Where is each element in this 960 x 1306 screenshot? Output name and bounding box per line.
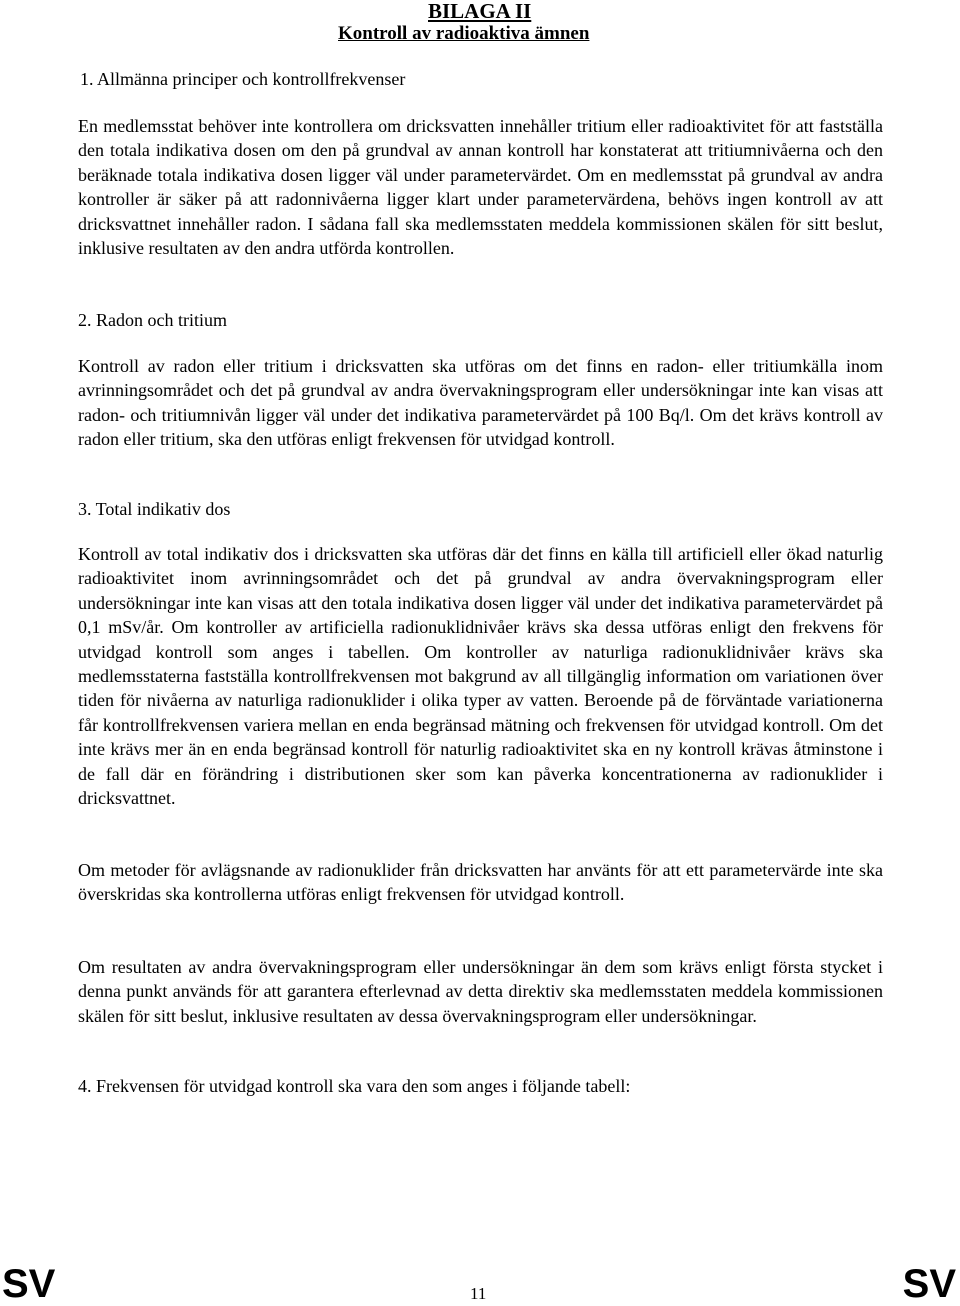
section-4-heading: 4. Frekvensen för utvidgad kontroll ska vara den som anges i följande tabell: <box>78 1076 631 1096</box>
section-2-paragraph: Kontroll av radon eller tritium i dricksvatten ska utföras om det finns en radon- eller tritiumkälla inom avrinningsområdet och det på grundval av andra övervakningsprogram eller undersökningar inte kan visas att radon- och tritiumnivån ligger väl under det indikativa parametervärdet på 100 Bq/l. Om det krävs kontroll av radon eller tritium, ska den utföras enligt frekvensen för utvidgad kontroll. <box>78 356 883 450</box>
section-1-heading: 1. Allmänna principer och kontrollfrekvenser <box>80 69 406 89</box>
annex-label: BILAGA II <box>428 0 532 23</box>
annex-title: Kontroll av radioaktiva ämnen <box>338 23 590 44</box>
footer-language-right: SV <box>902 1262 956 1306</box>
page-number: 11 <box>470 1284 487 1303</box>
section-3-heading: 3. Total indikativ dos <box>78 499 231 519</box>
section-2-heading: 2. Radon och tritium <box>78 310 227 330</box>
section-3-paragraph-3: Om resultaten av andra övervakningsprogram eller undersökningar än dem som krävs enligt första stycket i denna punkt används för att garantera efterlevnad av detta direktiv ska medlemsstaten meddela kommissionen skälen för sitt beslut, inklusive resultaten av dessa övervakningsprogram eller undersökningar. <box>78 957 883 1026</box>
section-1-paragraph: En medlemsstat behöver inte kontrollera om dricksvatten innehåller tritium eller radioaktivitet för att fastställa den totala indikativa dosen om den på grundval av annan kontroll har konstaterat att tritiumnivåerna och den beräknade totala indikativa dosen ligger väl under parametervärdet. Om en medlemsstat på grundval av andra kontroller är säker på att radonnivåerna ligger klart under parametervärdena, behövs ingen kontroll av att dricksvattnet innehåller radon. I sådana fall ska medlemsstaten meddela kommissionen skälen för sitt beslut, inklusive resultaten av den andra utförda kontrollen. <box>78 116 883 259</box>
footer-language-left: SV <box>2 1262 56 1306</box>
section-3-paragraph-1: Kontroll av total indikativ dos i dricksvatten ska utföras där det finns en källa till artificiell eller ökad naturlig radioaktivitet inom avrinningsområdet och det på grundval av andra övervakningsprogram eller undersökningar inte kan visas att den totala indikativa dosen ligger väl under det indikativa parametervärdet på 0,1 mSv/år. Om kontroller av artificiella radionuklidnivåer krävs ska dessa utföras enligt den frekvens för utvidgad kontroll som anges i tabellen. Om kontroller av naturliga radionuklidnivåer krävs ska medlemsstaterna fastställa kontrollfrekvensen mot bakgrund av all tillgänglig information om variationen över tiden för nivåerna av naturliga radionuklider i olika typer av vatten. Beroende på de förväntade variationerna får kontrollfrekvensen variera mellan en enda begränsad mätning och frekvensen för utvidgad kontroll. Om det inte krävs mer än en enda begränsad kontroll för naturlig radioaktivitet ska en ny kontroll krävas åtminstone i de fall där en förändring i distributionen sker som kan påverka koncentrationerna av radionuklider i dricksvattnet. <box>78 544 883 809</box>
section-3-paragraph-2: Om metoder för avlägsnande av radionuklider från dricksvatten har använts för att ett parametervärde inte ska överskridas ska kontrollerna utföras enligt frekvensen för utvidgad kontroll. <box>78 860 883 905</box>
